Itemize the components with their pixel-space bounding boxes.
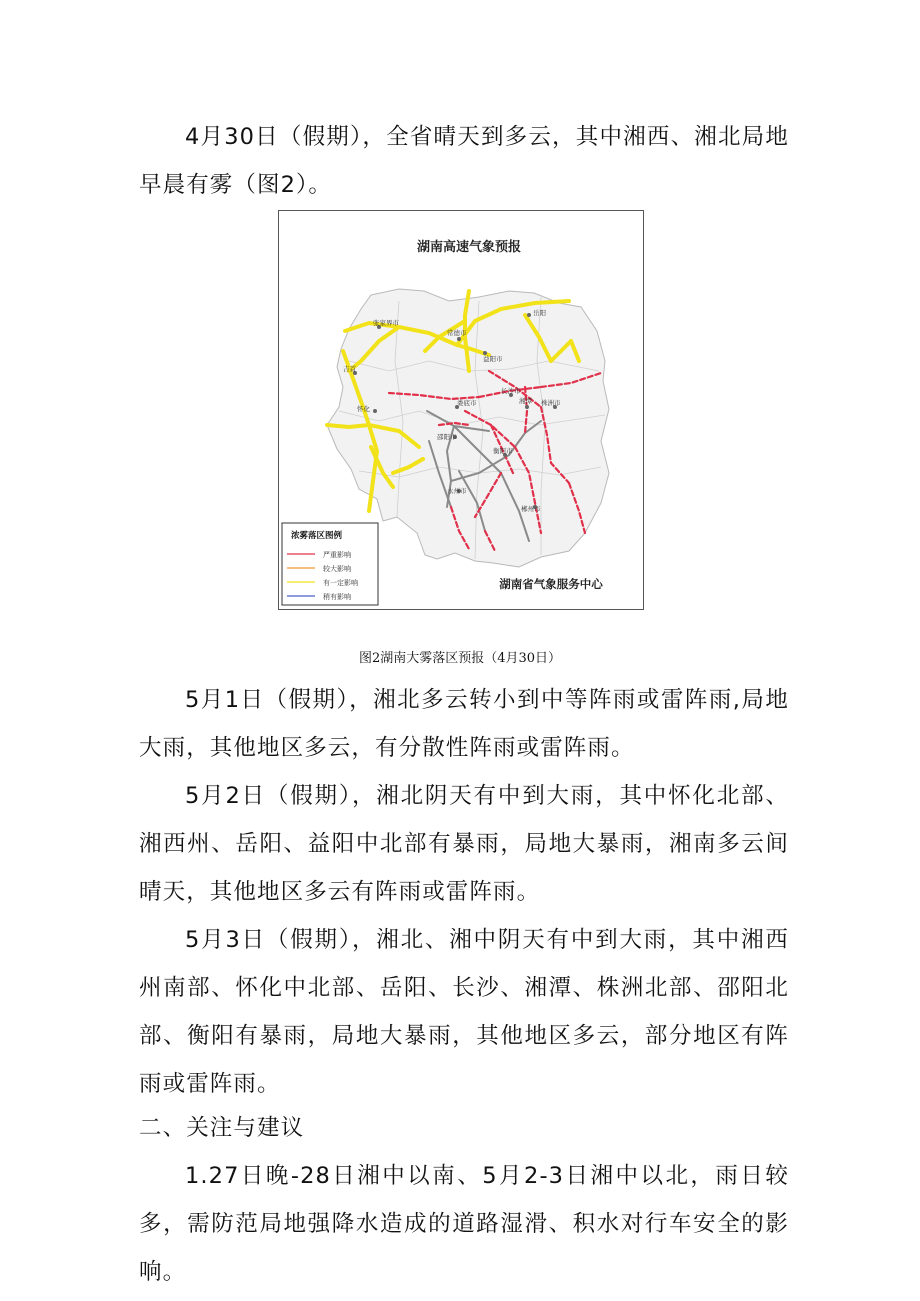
paragraph-may1: 5月1日（假期），湘北多云转小到中等阵雨或雷阵雨,局地大雨，其他地区多云，有分散性阵雨或雷阵雨。 (139, 687, 789, 761)
paragraph-apr30: 4月30日（假期），全省晴天到多云，其中湘西、湘北局地早晨有雾（图2）。 (139, 124, 789, 198)
fog-forecast-map-figure (278, 210, 644, 610)
city-label-yongzhou: 永州市 (447, 487, 467, 495)
legend-label-slight: 稍有影响 (323, 593, 351, 601)
legend-label-some: 有一定影响 (323, 579, 358, 587)
city-label-shaoyang: 邵阳市 (437, 433, 457, 441)
city-label-yiyang: 益阳市 (483, 355, 503, 363)
city-label-yueyang: 岳阳 (533, 309, 546, 317)
city-label-zhuzhou: 株洲市 (541, 399, 561, 407)
hunan-map (279, 211, 643, 609)
paragraph-advice: 1.27日晚-28日湘中以南、5月2-3日湘中以北，雨日较多，需防范局地强降水造成的道路湿滑、积水对行车安全的影响。 (139, 1163, 789, 1285)
city-label-xiangtan: 湘潭 (519, 397, 532, 405)
legend-label-moderate: 较大影响 (323, 565, 351, 573)
city-label-jishou: 吉首 (343, 365, 356, 373)
section-heading: 二、关注与建议 (139, 1115, 305, 1141)
paragraph-may3: 5月3日（假期），湘北、湘中阴天有中到大雨，其中湘西州南部、怀化中北部、岳阳、长沙、湘潭、株洲北部、邵阳北部、衡阳有暴雨，局地大暴雨，其他地区多云，部分地区有阵雨或雷阵雨。 (139, 927, 789, 1097)
city-label-chenzhou: 郴州市 (521, 505, 541, 513)
legend-title: 浓雾落区图例 (291, 531, 343, 541)
city-label-changsha: 长沙市 (501, 387, 521, 395)
city-label-changde: 常德市 (447, 329, 467, 337)
map-legend (282, 523, 378, 605)
city-label-hengyang: 衡阳市 (493, 447, 513, 455)
legend-label-severe: 严重影响 (323, 551, 351, 559)
city-label-huaihua: 怀化 (357, 405, 370, 413)
city-label-loudi: 娄底市 (457, 399, 477, 407)
city-label-zhangjiajie: 张家界市 (373, 319, 399, 327)
map-source: 湖南省气象服务中心 (499, 577, 603, 591)
map-title: 湖南高速气象预报 (416, 240, 522, 255)
figure-caption: 图2湖南大雾落区预报（4月30日） (358, 651, 562, 666)
paragraph-may2: 5月2日（假期），湘北阴天有中到大雨，其中怀化北部、湘西州、岳阳、益阳中北部有暴雨，局地大暴雨，湘南多云间晴天，其他地区多云有阵雨或雷阵雨。 (139, 783, 789, 905)
